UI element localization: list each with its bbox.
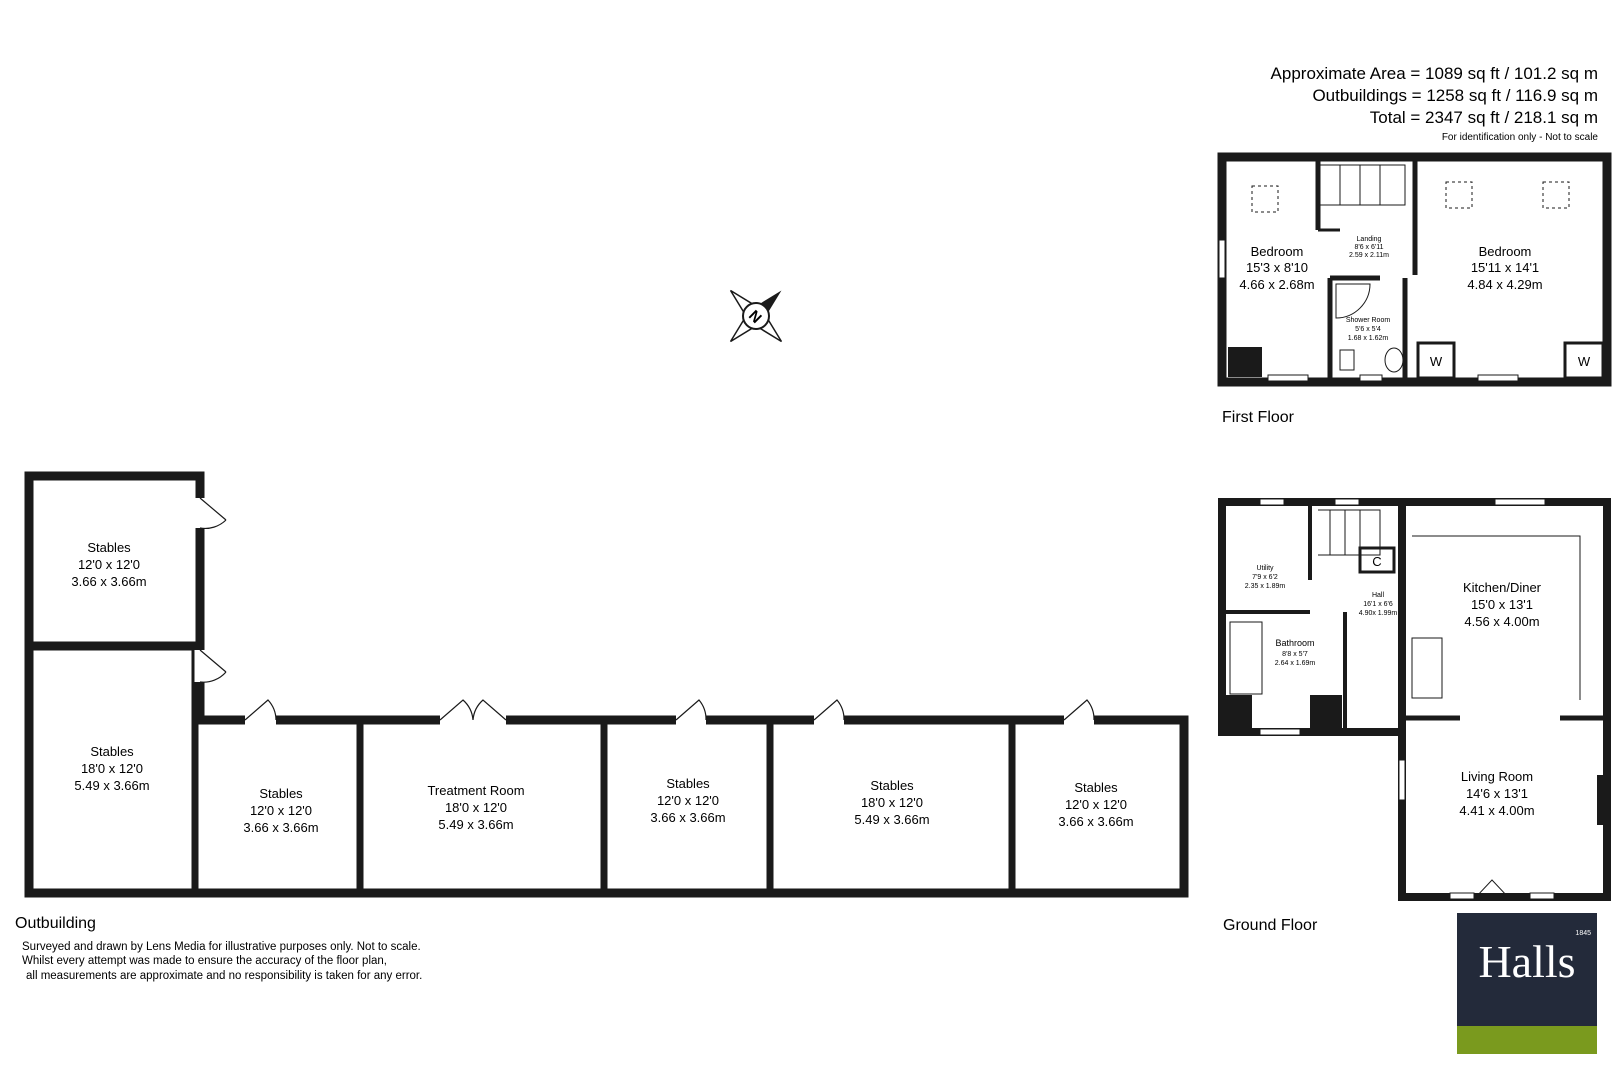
room-label: Bedroom [1250,244,1304,259]
area-summary [1271,64,1599,143]
room-label: 5.49 x 3.66m [854,812,930,827]
room-label: Hall [1371,592,1385,599]
room-label: 4.41 x 4.00m [1459,803,1535,818]
room-label: 18'0 x 12'0 [444,800,508,815]
ground-floor-plan [1222,499,1607,899]
room-label: 3.66 x 3.66m [1058,814,1134,829]
room-label: 14'6 x 13'1 [1465,786,1529,801]
room-label: 1.68 x 1.62m [1347,335,1389,342]
room-label: Stables [90,744,134,759]
room-label: 12'0 x 12'0 [656,793,720,808]
logo-year: 1845 [1575,930,1591,937]
room-label: 2.59 x 2.11m [1349,252,1389,259]
room-label: Landing [1356,236,1382,243]
room-label: Stables [259,786,303,801]
room-label: 4.66 x 2.68m [1239,277,1315,292]
room-label: 3.66 x 3.66m [243,820,319,835]
room-label: 15'11 x 14'1 [1470,260,1540,275]
compass-letter: N [745,307,765,327]
room-label: Bathroom [1275,638,1315,648]
room-label: 8'6 x 6'11 [1354,244,1384,251]
outbuilding-plan [29,476,1184,893]
room-label: 18'0 x 12'0 [860,795,924,810]
room-label: all measurements are approximate and no responsibility is taken for any error. [26,970,423,982]
ground-floor-labels [1245,554,1542,818]
room-label: 16'1 x 6'6 [1363,601,1393,608]
room-label: 12'0 x 12'0 [249,803,313,818]
total-area: Total = 2347 sq ft / 218.1 sq m [1369,108,1598,127]
room-label: Surveyed and drawn by Lens Media for illustrative purposes only. Not to scale. [22,941,421,953]
logo-text: Halls [1478,936,1576,987]
disclaimer [22,941,422,982]
room-label: Stables [666,776,710,791]
scale-note: For identification only - Not to scale [1441,132,1598,143]
room-label: 5.49 x 3.66m [438,817,514,832]
room-label: 3.66 x 3.66m [71,574,147,589]
outbuildings-area: Outbuildings = 1258 sq ft / 116.9 sq m [1312,86,1598,105]
room-label: 15'3 x 8'10 [1245,260,1309,275]
room-label: Living Room [1460,769,1534,784]
room-label: 18'0 x 12'0 [80,761,144,776]
room-label: Stables [87,540,131,555]
room-label: Stables [870,778,914,793]
room-label: 2.64 x 1.69m [1274,660,1316,667]
room-label: 8'8 x 5'7 [1282,651,1308,658]
room-label: 7'9 x 6'2 [1252,574,1278,581]
room-label: Utility [1256,565,1274,572]
room-label: Kitchen/Diner [1462,580,1542,595]
room-label: 12'0 x 12'0 [77,557,141,572]
room-label: W [1429,354,1443,369]
room-label: C [1372,554,1382,569]
room-label: Bedroom [1478,244,1532,259]
room-label: Stables [1074,780,1118,795]
room-label: W [1577,354,1591,369]
room-label: Whilst every attempt was made to ensure the accuracy of the floor plan, [22,955,387,967]
room-label: 4.56 x 4.00m [1464,614,1540,629]
room-label: 3.66 x 3.66m [650,810,726,825]
approx-area: Approximate Area = 1089 sq ft / 101.2 sq m [1270,64,1598,83]
room-label: 2.35 x 1.89m [1244,583,1286,590]
room-label: 5.49 x 3.66m [74,778,150,793]
room-label: Shower Room [1345,317,1391,324]
first-floor-label: First Floor [1222,409,1294,426]
halls-logo [1457,913,1597,1054]
room-label: 4.84 x 4.29m [1467,277,1543,292]
ground-floor-label: Ground Floor [1223,917,1318,934]
outbuilding-label: Outbuilding [15,915,96,932]
room-label: 12'0 x 12'0 [1064,797,1128,812]
room-label: 5'6 x 5'4 [1355,326,1381,333]
room-label: 4.90x 1.99m [1358,610,1398,617]
room-label: 15'0 x 13'1 [1470,597,1534,612]
room-label: Treatment Room [427,783,525,798]
